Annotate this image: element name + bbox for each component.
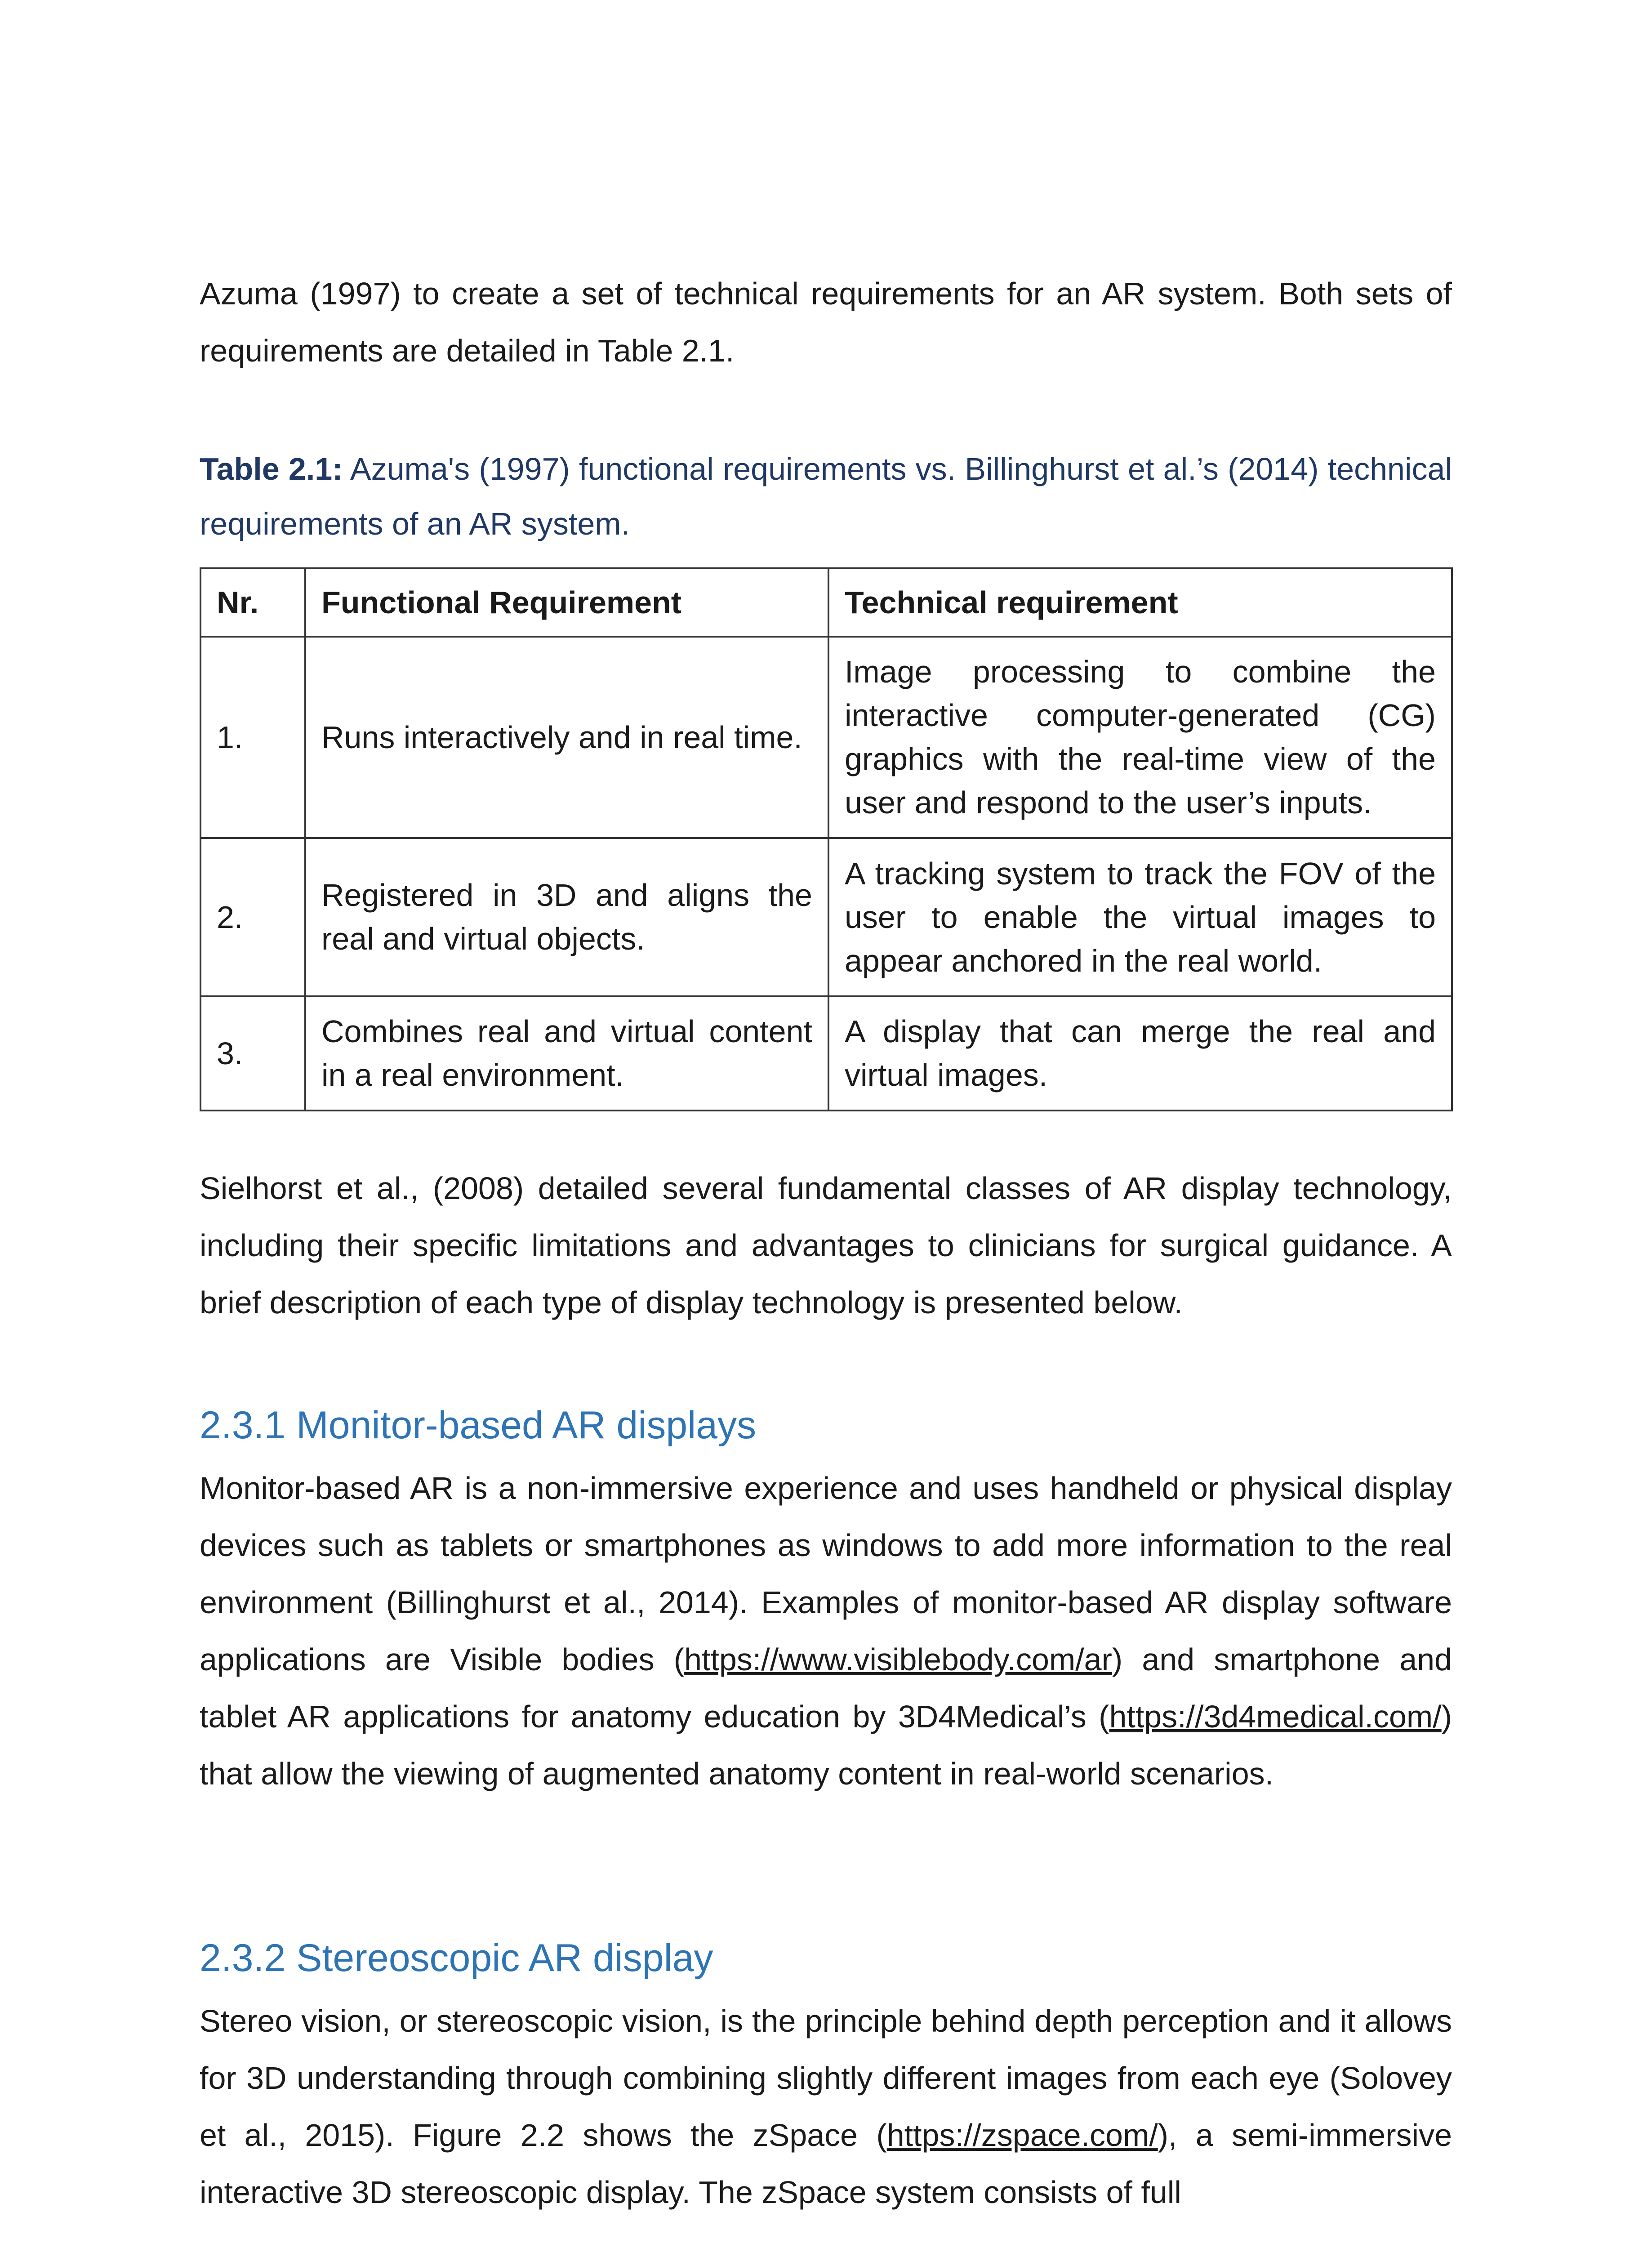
table-caption-text: Azuma's (1997) functional requirements vs. Billinghurst et al.’s (2014) technical requirements of an AR system. [200,451,1452,541]
table-cell-nr: 1. [200,637,305,838]
intro-paragraph [200,265,1452,379]
table-caption [200,442,1452,551]
requirements-table [200,567,1453,1111]
section-2-3-1-text-2: ) and smartphone and tablet AR applications for anatomy education by 3D4Medical’s ( [200,1642,1452,1734]
table-header-row [200,568,1452,637]
sielhorst-paragraph-text: Sielhorst et al., (2008) detailed several fundamental classes of AR display technology, including their specific limitations and advantages to clinicians for surgical guidance. A brief description of each type of display technology is presented below. [200,1171,1452,1320]
visiblebody-link[interactable]: https://www.visiblebody.com/ar [684,1642,1112,1677]
table-header-nr: Nr. [200,568,305,637]
section-2-3-1-paragraph [200,1460,1452,1802]
table-row [200,996,1452,1111]
sielhorst-paragraph [200,1160,1452,1331]
intro-paragraph-text: Azuma (1997) to create a set of technical requirements for an AR system. Both sets of requirements are detailed in Table 2.1. [200,276,1452,368]
3d4medical-link[interactable]: https://3d4medical.com/ [1109,1699,1442,1734]
table-row [200,838,1452,996]
table-cell-technical: A display that can merge the real and virtual images. [828,996,1452,1111]
section-2-3-2-text-1: Stereo vision, or stereoscopic vision, is the principle behind depth perception and it allows for 3D understanding through combining slightly different images from each eye (Solovey et al., 2015). Figure 2.2 shows the zSpace ( [200,2003,1452,2153]
section-2-3-1-text-1: Monitor-based AR is a non-immersive experience and uses handheld or physical display devices such as tablets or smartphones as windows to add more information to the real environment (Billinghurst et al., 2014). Examples of monitor-based AR display software applications are Visible bodies ( [200,1471,1452,1677]
table-header-technical: Technical requirement [828,568,1452,637]
section-2-3-1-text-3: ) that allow the viewing of augmented anatomy content in real-world scenarios. [200,1699,1452,1791]
table-cell-technical: Image processing to combine the interactive computer-generated (CG) graphics with the real-time view of the user and respond to the user’s inputs. [828,637,1452,838]
zspace-link[interactable]: https://zspace.com/ [886,2118,1158,2153]
table-cell-functional: Combines real and virtual content in a real environment. [305,996,828,1111]
section-heading-2-3-2: 2.3.2 Stereoscopic AR display [200,1936,713,1980]
table-cell-functional: Registered in 3D and aligns the real and virtual objects. [305,838,828,996]
table-row [200,637,1452,838]
section-heading-2-3-1: 2.3.1 Monitor-based AR displays [200,1404,757,1447]
table-caption-label: Table 2.1: [200,451,343,486]
table-cell-technical: A tracking system to track the FOV of the user to enable the virtual images to appear anchored in the real world. [828,838,1452,996]
table-cell-nr: 3. [200,996,305,1111]
section-2-3-2-text-2: ), a semi-immersive interactive 3D stereoscopic display. The zSpace system consists of full [200,2118,1452,2210]
table-cell-nr: 2. [200,838,305,996]
table-header-functional: Functional Requirement [305,568,828,637]
section-2-3-2-paragraph [200,1993,1452,2221]
table-cell-functional: Runs interactively and in real time. [305,637,828,838]
